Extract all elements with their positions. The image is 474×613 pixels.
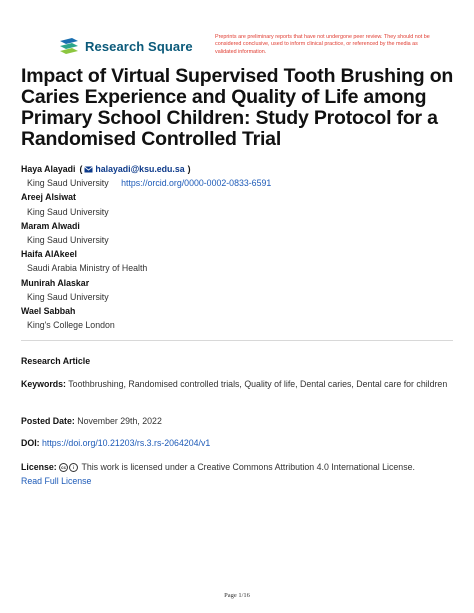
author-affiliation: King's College London <box>27 320 115 331</box>
author-affiliation: Saudi Arabia Ministry of Health <box>27 263 148 274</box>
posted-date-value: November 29th, 2022 <box>77 416 162 426</box>
author-name: Wael Sabbah <box>21 306 76 317</box>
posted-date-label: Posted Date: <box>21 416 75 426</box>
keywords <box>21 378 461 392</box>
read-full-license-link[interactable]: Read Full License <box>21 475 92 486</box>
keywords-label: Keywords: <box>21 379 66 389</box>
author-email-link[interactable]: halayadi@ksu.edu.sa <box>84 162 184 176</box>
author-name: Haifa AlAkeel <box>21 249 77 260</box>
author-name: Areej Alsiwat <box>21 192 76 203</box>
mail-icon <box>84 166 93 173</box>
author-entry <box>21 276 461 304</box>
keywords-value: Toothbrushing, Randomised controlled trials, Quality of life, Dental caries, Dental care for children <box>68 379 448 389</box>
author-entry <box>21 219 461 247</box>
research-square-logo[interactable] <box>58 37 193 55</box>
page-number: Page 1/16 <box>224 592 250 599</box>
section-divider <box>21 340 453 341</box>
author-affiliation: King Saud University <box>27 235 109 246</box>
author-entry <box>21 304 461 332</box>
doi-label: DOI: <box>21 438 40 448</box>
posted-date <box>21 415 461 429</box>
brand-name: Research Square <box>85 38 193 54</box>
author-affiliation: King Saud University <box>27 206 109 217</box>
license-label: License: <box>21 462 57 472</box>
license-text: This work is licensed under a Creative Commons Attribution 4.0 International License. <box>81 462 415 472</box>
author-entry: Haya Alayadi ( halayadi@ksu.edu.sa ) King Saud University https://orcid.org/0000-0002-0833-6591 <box>21 164 272 189</box>
doi-link[interactable]: https://doi.org/10.21203/rs.3.rs-2064204/v1 <box>42 438 211 448</box>
orcid-link[interactable]: https://orcid.org/0000-0002-0833-6591 <box>121 178 272 189</box>
author-affiliation: King Saud University <box>27 178 109 189</box>
author-affiliation: King Saud University <box>27 291 109 302</box>
license <box>21 461 461 488</box>
author-name: Haya Alayadi <box>21 164 76 174</box>
paper-title: Impact of Virtual Supervised Tooth Brushing on Caries Experience and Quality of Life among Primary School Children: Study Protocol for a Randomised Controlled Trial <box>21 65 454 150</box>
preprint-disclaimer: Preprints are preliminary reports that have not undergone peer review. They should not be considered conclusive, used to inform clinical practice, or referenced by the media as validated information. <box>215 34 430 55</box>
attribution-icon: i <box>69 463 78 472</box>
research-square-logo-icon <box>58 37 80 55</box>
author-entry <box>21 247 461 275</box>
creative-commons-icon: cc <box>61 465 67 471</box>
author-name: Munirah Alaskar <box>21 277 90 288</box>
author-name: Maram Alwadi <box>21 220 80 231</box>
doi <box>21 437 461 451</box>
author-entry <box>21 190 461 218</box>
author-list <box>21 162 461 332</box>
article-type: Research Article <box>21 356 91 366</box>
